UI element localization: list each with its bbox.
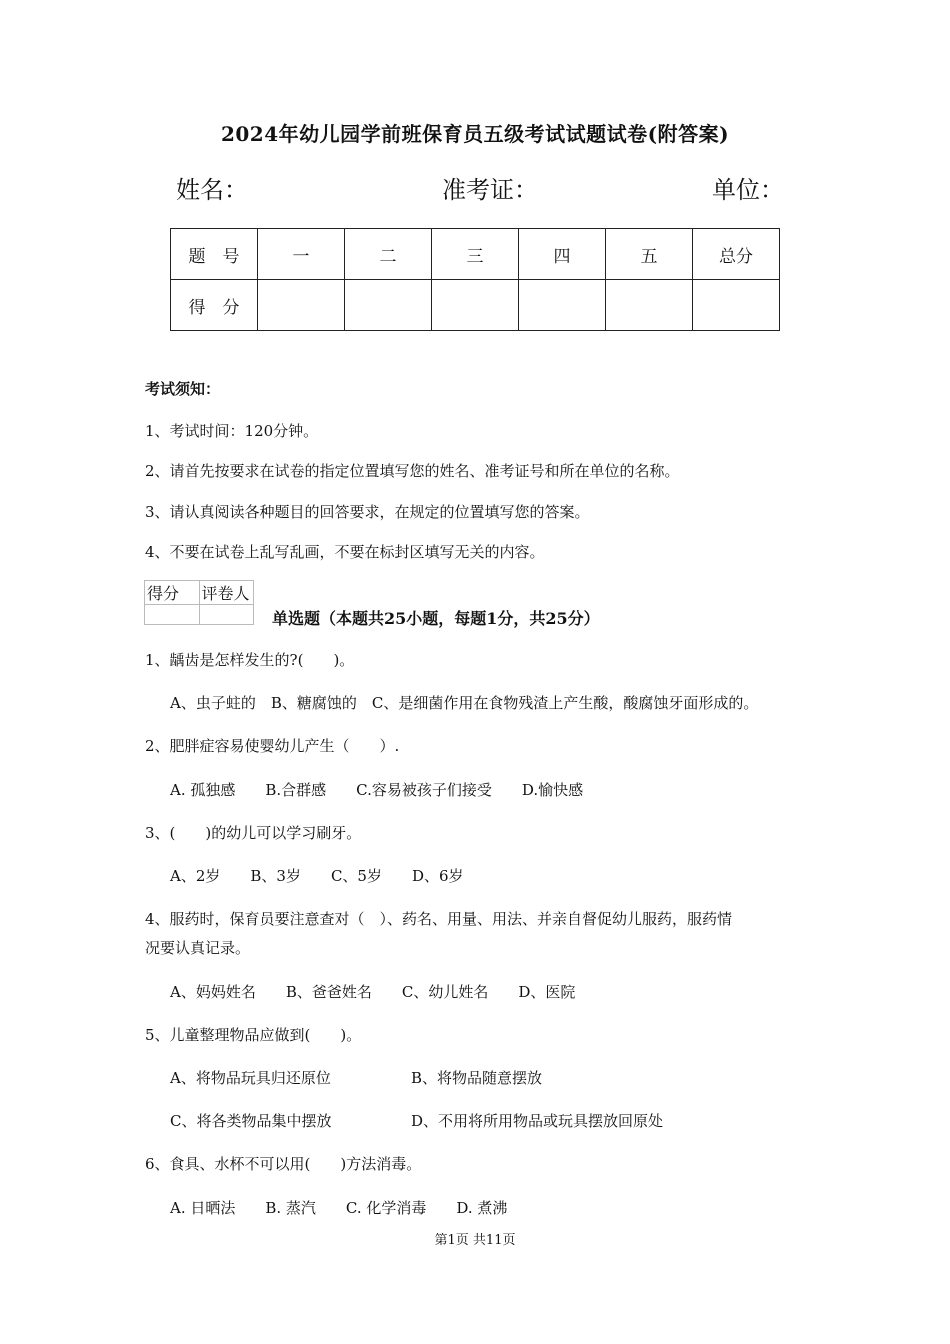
- question-6-options: A. 日晒法 B. 蒸汽 C. 化学消毒 D. 煮沸: [170, 1199, 508, 1217]
- question-3: 3、( )的幼儿可以学习刷牙。: [145, 824, 362, 842]
- question-4-options: A、妈妈姓名 B、爸爸姓名 C、幼儿姓名 D、医院: [170, 983, 576, 1001]
- grader-score-label: 得分: [145, 581, 200, 605]
- notice-heading: 考试须知：: [145, 380, 221, 398]
- unit-field-label: 单位：: [712, 176, 784, 204]
- score-cell-3[interactable]: [432, 280, 519, 331]
- grader-name-cell[interactable]: [199, 605, 254, 625]
- score-table: [170, 228, 780, 331]
- grader-box: [144, 580, 254, 625]
- grader-name-label: 评卷人: [199, 581, 254, 605]
- question-4-continued: 况要认真记录。: [145, 939, 251, 957]
- score-cell-2[interactable]: [345, 280, 432, 331]
- score-table-header-label: 题 号: [171, 229, 258, 280]
- notice-item: 1、考试时间：120分钟。: [145, 422, 319, 440]
- question-5: 5、儿童整理物品应做到( )。: [145, 1026, 362, 1044]
- question-3-options: A、2岁 B、3岁 C、5岁 D、6岁: [170, 867, 464, 885]
- question-1: 1、龋齿是怎样发生的?( )。: [145, 651, 355, 669]
- section-title: 单选题（本题共25小题，每题1分，共25分）: [272, 609, 600, 628]
- question-2: 2、肥胖症容易使婴幼儿产生（ ）.: [145, 737, 400, 755]
- score-cell-1[interactable]: [258, 280, 345, 331]
- score-table-header-2: 二: [345, 229, 432, 280]
- question-4: 4、服药时，保育员要注意查对（ ）、药名、用量、用法、并亲自督促幼儿服药，服药情: [145, 910, 733, 928]
- page-footer: 第1页 共11页: [434, 1233, 516, 1248]
- score-cell-5[interactable]: [606, 280, 693, 331]
- score-table-header-3: 三: [432, 229, 519, 280]
- question-1-options: A、虫子蛀的 B、糖腐蚀的 C、是细菌作用在食物残渣上产生酸，酸腐蚀牙面形成的。: [170, 694, 759, 712]
- question-5-option-d: D、不用将所用物品或玩具摆放回原处: [411, 1112, 664, 1130]
- score-table-row-label: 得 分: [171, 280, 258, 331]
- page-title: 2024年幼儿园学前班保育员五级考试试题试卷(附答案): [220, 122, 730, 146]
- notice-item: 4、不要在试卷上乱写乱画，不要在标封区填写无关的内容。: [145, 543, 545, 561]
- question-6: 6、食具、水杯不可以用( )方法消毒。: [145, 1155, 422, 1173]
- question-2-options: A. 孤独感 B.合群感 C.容易被孩子们接受 D.愉快感: [170, 781, 584, 799]
- score-cell-4[interactable]: [519, 280, 606, 331]
- question-5-option-b: B、将物品随意摆放: [411, 1069, 543, 1087]
- question-5-option-c: C、将各类物品集中摆放: [170, 1112, 332, 1130]
- notice-item: 3、请认真阅读各种题目的回答要求，在规定的位置填写您的答案。: [145, 503, 590, 521]
- name-field-label: 姓名：: [176, 176, 248, 204]
- exam-id-field-label: 准考证：: [442, 176, 538, 204]
- grader-score-cell[interactable]: [145, 605, 200, 625]
- score-cell-total[interactable]: [693, 280, 780, 331]
- notice-item: 2、请首先按要求在试卷的指定位置填写您的姓名、准考证号和所在单位的名称。: [145, 462, 680, 480]
- score-table-header-4: 四: [519, 229, 606, 280]
- score-table-header-5: 五: [606, 229, 693, 280]
- score-table-header-1: 一: [258, 229, 345, 280]
- score-table-header-total: 总分: [693, 229, 780, 280]
- question-5-option-a: A、将物品玩具归还原位: [170, 1069, 331, 1087]
